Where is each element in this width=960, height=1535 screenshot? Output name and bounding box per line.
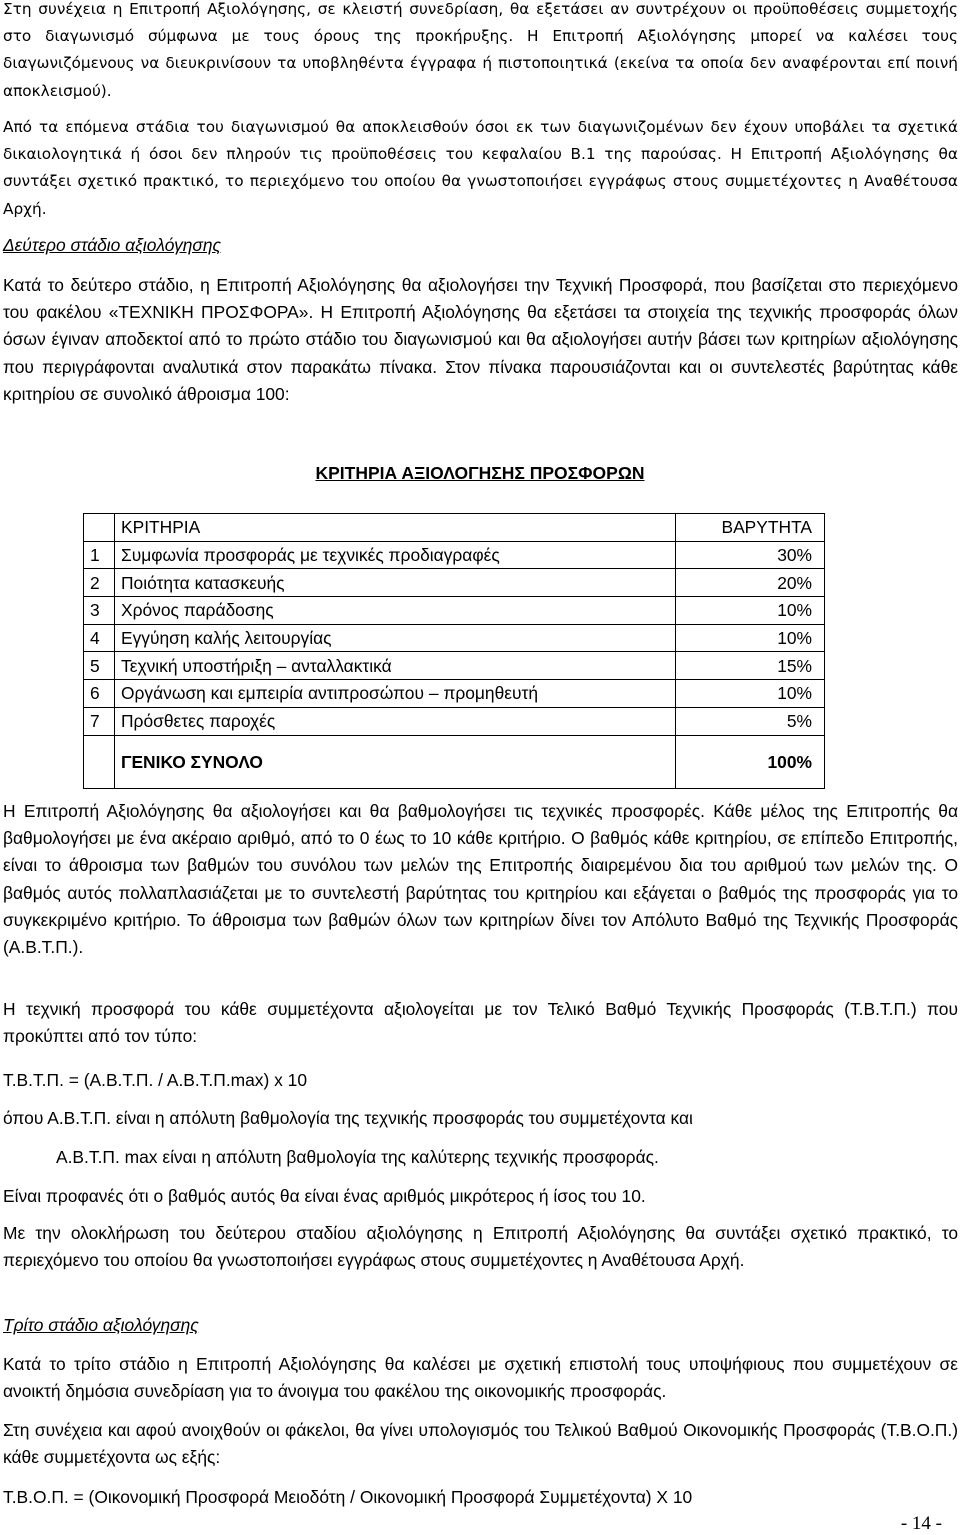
where-abtp: όπου Α.Β.Τ.Π. είναι η απόλυτη βαθμολογία της τεχνικής προσφοράς του συμμετέχοντα και [3, 1108, 693, 1128]
table-row [84, 541, 825, 569]
row-number: 2 [84, 569, 115, 597]
final-score-paragraph: Η τεχνική προσφορά του κάθε συμμετέχοντα αξιολογείται με τον Τελικό Βαθμό Τεχνικής Προσφοράς (Τ.Β.Τ.Π.) που προκύπτει από τον τύπο: [3, 999, 958, 1047]
row-weight: 20% [676, 569, 825, 597]
row-criterion: Τεχνική υποστήριξη – ανταλλακτικά [115, 652, 676, 680]
row-weight: 10% [676, 597, 825, 625]
table-row [84, 652, 825, 680]
exclusion-paragraph: Από τα επόμενα στάδια του διαγωνισμού θα αποκλεισθούν όσοι εκ των διαγωνιζομένων δεν έχουν υποβάλει τα σχετικά δικαιολογητικά ή όσοι δεν πληρούν τις προϋποθέσεις του κεφαλαίου Β.1 της παρούσας. Η Επιτροπή Αξιολόγησης θα συντάξει σχετικό πρακτικό, το περιεχόμενο του οποίου θα γνωστοποιήσει εγγράφως στους συμμετέχοντες η Αναθέτουσα Αρχή. [3, 118, 958, 218]
row-number: 7 [84, 707, 115, 735]
total-weight: 100% [676, 735, 825, 788]
table-row [84, 707, 825, 735]
row-criterion: Οργάνωση και εμπειρία αντιπροσώπου – προμηθευτή [115, 680, 676, 708]
row-weight: 5% [676, 707, 825, 735]
row-weight: 10% [676, 624, 825, 652]
row-number: 4 [84, 624, 115, 652]
financial-formula: Τ.Β.Ο.Π. = (Οικονομική Προσφορά Μειοδότη / Οικονομική Προσφορά Συμμετέχοντα) Χ 10 [3, 1487, 693, 1507]
total-label: ΓΕΝΙΚΟ ΣΥΝΟΛΟ [115, 735, 676, 788]
criteria-table [83, 513, 825, 789]
third-stage-body: Κατά το τρίτο στάδιο η Επιτροπή Αξιολόγησης θα καλέσει με σχετική επιστολή τους υποψήφιους που συμμετέχουν σε ανοικτή δημόσια συνεδρίαση για το άνοιγμα του φακέλου της οικονομικής προσφοράς. [3, 1354, 958, 1402]
row-criterion: Συμφωνία προσφοράς με τεχνικές προδιαγραφές [115, 541, 676, 569]
table-total-row [84, 735, 825, 788]
row-criterion: Εγγύηση καλής λειτουργίας [115, 624, 676, 652]
row-weight: 10% [676, 680, 825, 708]
header-weight: ΒΑΡΥΤΗΤΑ [676, 514, 825, 542]
row-criterion: Χρόνος παράδοσης [115, 597, 676, 625]
third-stage-heading: Τρίτο στάδιο αξιολόγησης [3, 1315, 199, 1335]
table-row [84, 680, 825, 708]
obvious-note: Είναι προφανές ότι ο βαθμός αυτός θα είναι ένας αριθμός μικρότερος ή ίσος του 10. [3, 1186, 646, 1206]
row-number: 3 [84, 597, 115, 625]
technical-formula: Τ.Β.Τ.Π. = (Α.Β.Τ.Π. / Α.Β.Τ.Π.max) x 10 [3, 1070, 307, 1090]
header-num-cell [84, 514, 115, 542]
row-criterion: Ποιότητα κατασκευής [115, 569, 676, 597]
page-number: - 14 - [900, 1513, 942, 1534]
criteria-table-title: ΚΡΙΤΗΡΙΑ ΑΞΙΟΛΟΓΗΣΗΣ ΠΡΟΣΦΟΡΩΝ [315, 463, 645, 483]
total-num-cell [84, 735, 115, 788]
row-weight: 15% [676, 652, 825, 680]
row-number: 6 [84, 680, 115, 708]
row-weight: 30% [676, 541, 825, 569]
financial-paragraph: Στη συνέχεια και αφού ανοιχθούν οι φάκελοι, θα γίνει υπολογισμός του Τελικού Βαθμού Οικονομικής Προσφοράς (Τ.Β.Ο.Π.) κάθε συμμετέχοντα ως εξής: [3, 1420, 958, 1468]
table-row [84, 624, 825, 652]
row-number: 1 [84, 541, 115, 569]
row-criterion: Πρόσθετες παροχές [115, 707, 676, 735]
second-stage-end-paragraph: Με την ολοκλήρωση του δεύτερου σταδίου αξιολόγησης η Επιτροπή Αξιολόγησης θα συντάξει σχετικό πρακτικό, το περιεχόμενο του οποίου θα γνωστοποιήσει εγγράφως στους συμμετέχοντες η Αναθέτουσα Αρχή. [3, 1223, 958, 1271]
table-header-row [84, 514, 825, 542]
where-abtp-max: Α.Β.Τ.Π. max είναι η απόλυτη βαθμολογία της καλύτερης τεχνικής προσφοράς. [56, 1147, 659, 1167]
table-row [84, 569, 825, 597]
table-row [84, 597, 825, 625]
second-stage-heading: Δεύτερο στάδιο αξιολόγησης [3, 235, 222, 255]
row-number: 5 [84, 652, 115, 680]
header-criteria: ΚΡΙΤΗΡΙΑ [115, 514, 676, 542]
scoring-paragraph: Η Επιτροπή Αξιολόγησης θα αξιολογήσει και θα βαθμολογήσει τις τεχνικές προσφορές. Κάθε μέλος της Επιτροπής θα βαθμολογήσει με ένα ακέραιο αριθμό, από το 0 έως το 10 κάθε κριτήριο. Ο βαθμός κάθε κριτηρίου, σε επίπεδο Επιτροπής, είναι το άθροισμα των βαθμών του συνόλου των μελών της Επιτροπής διαιρεμένου δια του αριθμού των μελών της. Ο βαθμός αυτός πολλαπλασιάζεται με το συντελεστή βαρύτητας του κριτηρίου και εξάγεται ο βαθμός της προσφοράς για το συγκεκριμένο κριτήριο. Το άθροισμα των βαθμών όλων των κριτηρίων δίνει τον Απόλυτο Βαθμό της Τεχνικής Προσφοράς (Α.Β.Τ.Π.). [3, 801, 958, 958]
intro-paragraph: Στη συνέχεια η Επιτροπή Αξιολόγησης, σε κλειστή συνεδρίαση, θα εξετάσει αν συντρέχουν οι προϋποθέσεις συμμετοχής στο διαγωνισμό σύμφωνα με τους όρους της προκήρυξης. Η Επιτροπή Αξιολόγησης μπορεί να καλέσει τους διαγωνιζόμενους να διευκρινίσουν τα υποβληθέντα έγγραφα ή πιστοποιητικά (εκείνα τα οποία δεν αναφέρονται επί ποινή αποκλεισμού). [3, 0, 958, 100]
second-stage-body: Κατά το δεύτερο στάδιο, η Επιτροπή Αξιολόγησης θα αξιολογήσει την Τεχνική Προσφορά, που βασίζεται στο περιεχόμενο του φακέλου «ΤΕΧΝΙΚΗ ΠΡΟΣΦΟΡΑ». Η Επιτροπή Αξιολόγησης θα εξετάσει τα στοιχεία της τεχνικής προσφοράς όλων όσων έγιναν αποδεκτοί από το πρώτο στάδιο του διαγωνισμού και θα αξιολογήσει αυτήν βάσει των κριτηρίων αξιολόγησης που περιγράφονται αναλυτικά στον παρακάτω πίνακα. Στον πίνακα παρουσιάζονται και οι συντελεστές βαρύτητας κάθε κριτηρίου σε συνολικό άθροισμα 100: [3, 275, 958, 404]
